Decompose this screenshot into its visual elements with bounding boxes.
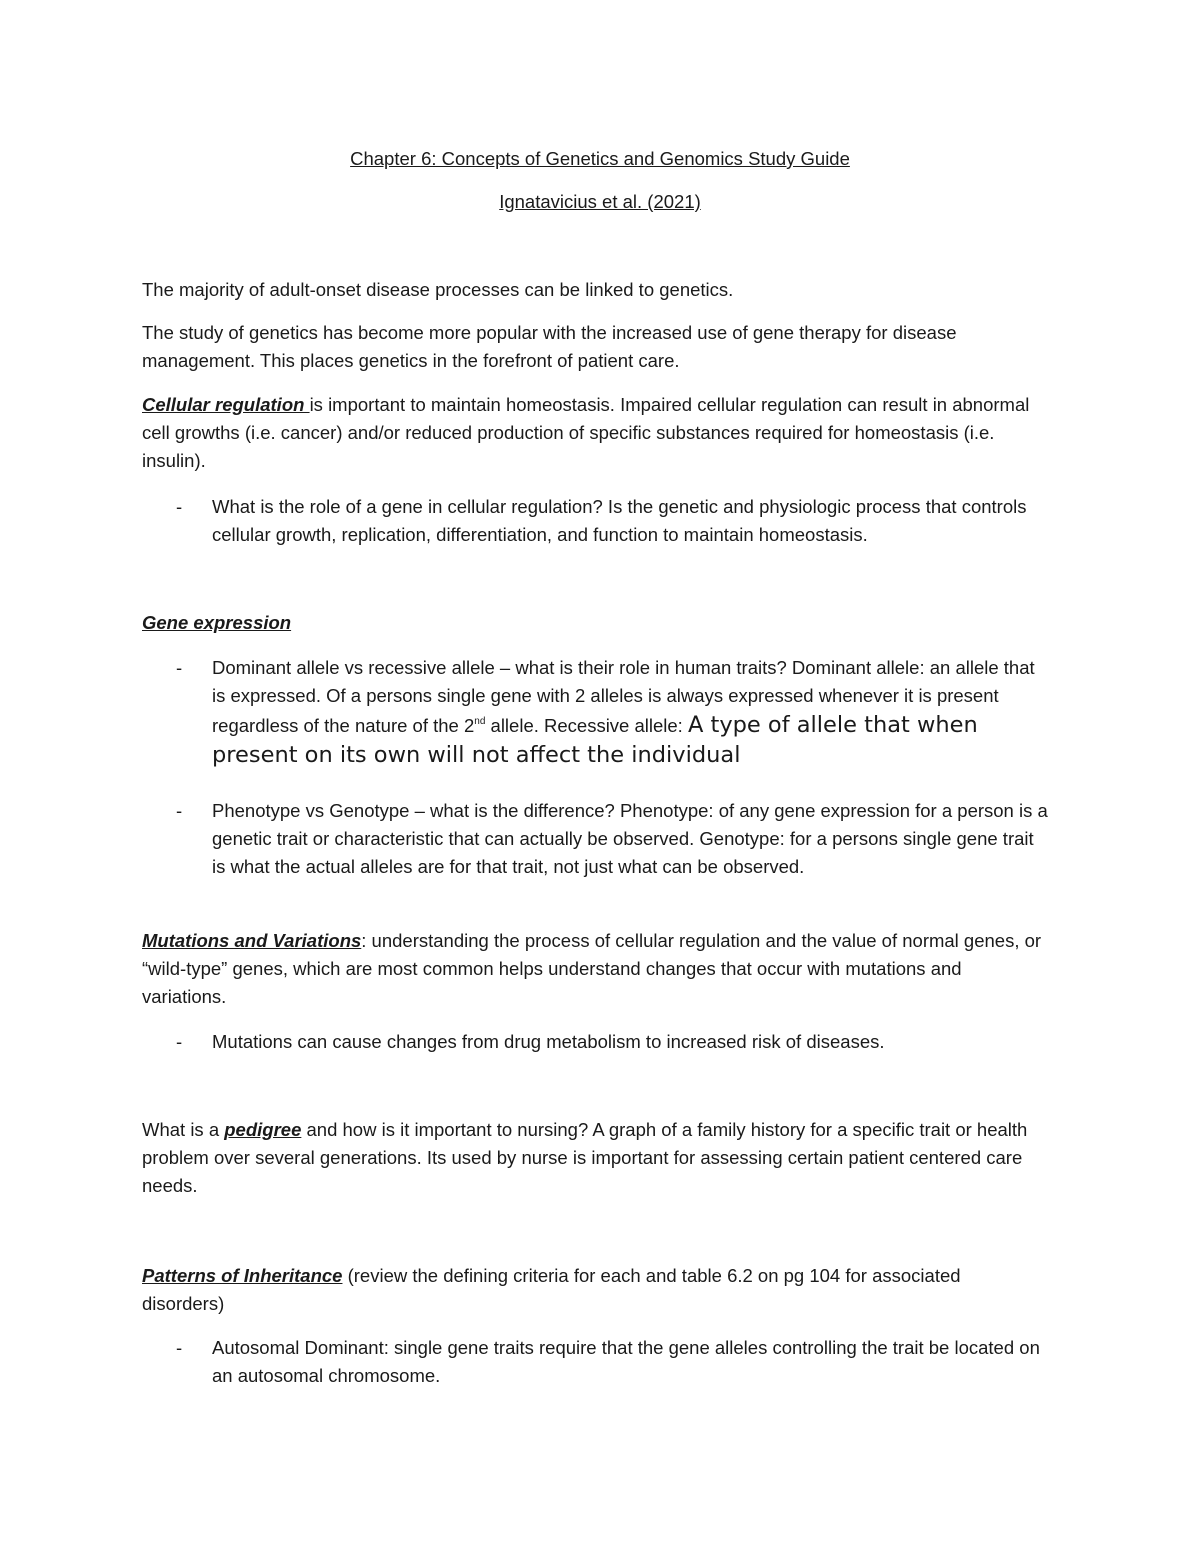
bullet-dash: - (176, 1031, 183, 1052)
intro-paragraph-1: The majority of adult-onset disease processes can be linked to genetics. (142, 279, 734, 300)
gene-expression-label: Gene expression (142, 612, 292, 633)
mutations-text: : understanding the process of cellular regulation and the value of normal genes, or “wild-type” genes, which are most common helps understand changes that occur with mutations and variations. (142, 930, 1042, 1007)
dominant-recessive-tail: allele. Recessive allele: (485, 715, 688, 736)
mutations-paragraph (142, 927, 1042, 1011)
pedigree-after: and how is it important to nursing? A graph of a family history for a specific trait or health problem over several generations. Its used by nurse is important for assessing certain patient centered care needs. (142, 1119, 1028, 1196)
dominant-recessive-bullet (212, 654, 1052, 770)
autosomal-dominant-bullet: Autosomal Dominant: single gene traits require that the gene alleles controlling the trait be located on an autosomal chromosome. (212, 1337, 1040, 1386)
mutations-label: Mutations and Variations (142, 930, 362, 951)
document-title: Chapter 6: Concepts of Genetics and Genomics Study Guide (350, 148, 850, 169)
cellular-regulation-paragraph (142, 391, 1042, 475)
bullet-dash: - (176, 800, 183, 821)
dominant-recessive-text: Dominant allele vs recessive allele – what is their role in human traits? Dominant allele: an allele that is expressed. Of a persons single gene with 2 alleles is always expressed whenever it is present regardless of the nature of the 2 (212, 657, 1035, 736)
pedigree-label: pedigree (224, 1119, 302, 1140)
pedigree-before: What is a (142, 1119, 225, 1140)
document-author: Ignatavicius et al. (2021) (499, 191, 701, 212)
mutations-bullet: Mutations can cause changes from drug metabolism to increased risk of diseases. (212, 1031, 885, 1052)
gene-expression-heading (142, 609, 1042, 637)
inheritance-text: (review the defining criteria for each and table 6.2 on pg 104 for associated disorders) (142, 1265, 961, 1314)
inheritance-paragraph (142, 1262, 1042, 1318)
inheritance-label: Patterns of Inheritance (142, 1265, 343, 1286)
superscript-nd: nd (474, 716, 486, 727)
cellular-regulation-label: Cellular regulation (142, 394, 310, 415)
phenotype-genotype-bullet: Phenotype vs Genotype – what is the difference? Phenotype: of any gene expression for a person is a genetic trait or characteristic that can actually be observed. Genotype: for a persons single gene trait is what the actual alleles are for that trait, not just what can be observed. (212, 800, 1048, 877)
recessive-allele-definition: A type of allele that when present on its own will not affect the individual (212, 712, 978, 768)
pedigree-paragraph (142, 1116, 1042, 1200)
bullet-dash: - (176, 496, 183, 517)
bullet-dash: - (176, 1337, 183, 1358)
cellular-regulation-bullet: What is the role of a gene in cellular regulation? Is the genetic and physiologic process that controls cellular growth, replication, differentiation, and function to maintain homeostasis. (212, 496, 1027, 545)
intro-paragraph-2: The study of genetics has become more popular with the increased use of gene therapy for disease management. This places genetics in the forefront of patient care. (142, 322, 957, 371)
bullet-dash: - (176, 657, 183, 678)
cellular-regulation-text: is important to maintain homeostasis. Impaired cellular regulation can result in abnormal cell growths (i.e. cancer) and/or reduced production of specific substances required for homeostasis (i.e. insulin). (142, 394, 1030, 471)
